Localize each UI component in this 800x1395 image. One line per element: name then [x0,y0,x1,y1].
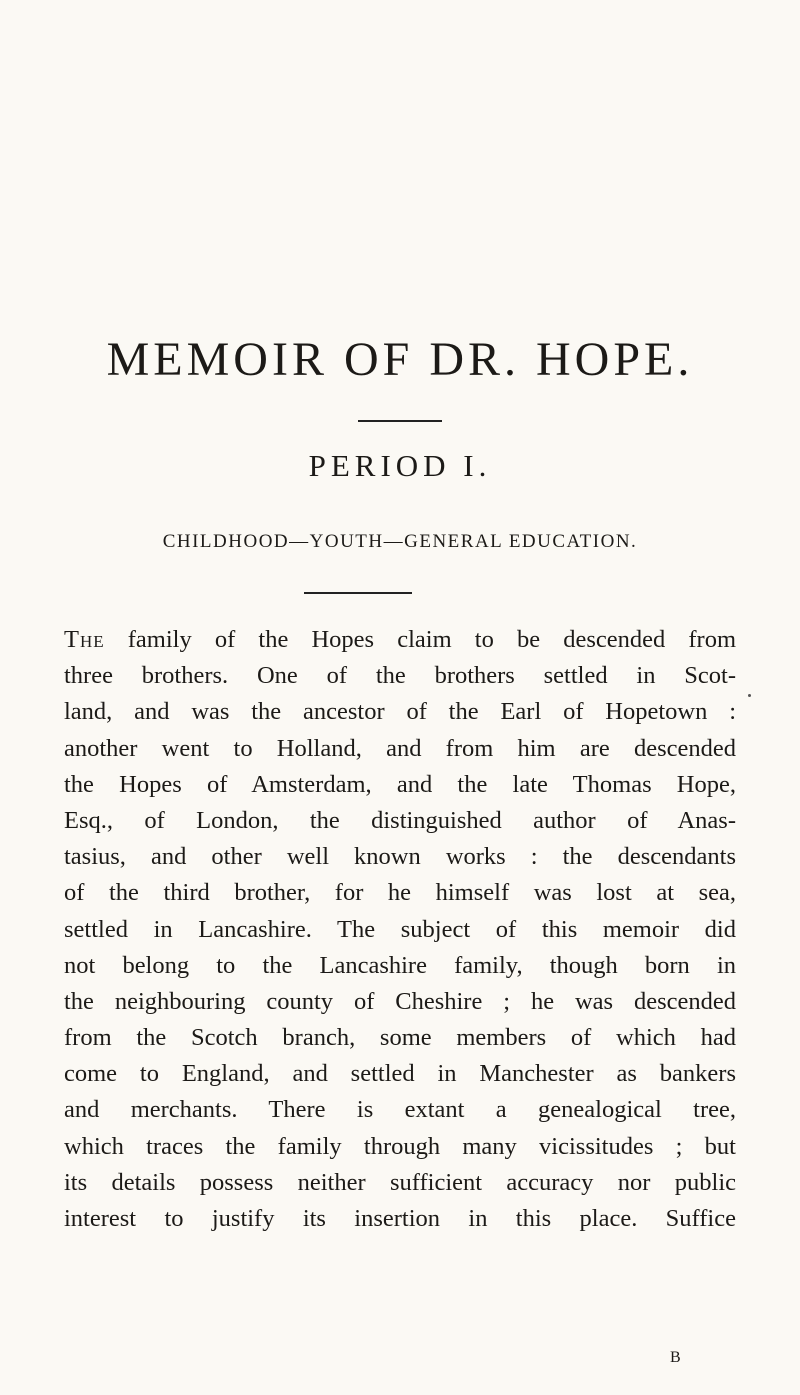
page-title: MEMOIR OF DR. HOPE. [106,333,694,386]
paragraph-line: come to England, and settled in Manchester as bankers [64,1060,736,1088]
paragraph-line: tasius, and other well known works : the descendants [64,843,736,871]
paragraph-line: from the Scotch branch, some members of which had [64,1024,736,1052]
paragraph-line: settled in Lancashire. The subject of this memoir did [64,915,736,943]
paragraph-line: land, and was the ancestor of the Earl of Hopetown : [64,698,736,726]
chapter-subtitle: CHILDHOOD—YOUTH—GENERAL EDUCATION. [162,531,638,552]
paragraph-line: the neighbouring county of Cheshire ; he was descended [64,987,736,1015]
paragraph-line: interest to justify its insertion in this place. Suffice [64,1205,736,1232]
signature-mark: B [670,1349,681,1366]
period-heading: PERIOD I. [308,448,492,483]
paragraph-line: The family of the Hopes claim to be descended from [64,626,736,653]
print-speck [748,694,751,697]
body-paragraph [64,622,736,1237]
section-divider [304,592,412,594]
paragraph-line: of the third brother, for he himself was lost at sea, [64,879,736,907]
paragraph-line: its details possess neither sufficient accuracy nor public [64,1168,736,1196]
paragraph-line: which traces the family through many vicissitudes ; but [64,1132,736,1160]
paragraph-line: Esq., of London, the distinguished author of Anas- [64,806,736,834]
paragraph-line: another went to Holland, and from him are descended [64,734,736,762]
paragraph-line: and merchants. There is extant a genealogical tree, [64,1096,736,1124]
paragraph-line: not belong to the Lancashire family, though born in [64,951,736,979]
paragraph-line: the Hopes of Amsterdam, and the late Thomas Hope, [64,770,736,798]
paragraph-line: three brothers. One of the brothers settled in Scot- [64,662,736,690]
first-word: The [64,626,105,653]
title-divider [358,420,442,422]
